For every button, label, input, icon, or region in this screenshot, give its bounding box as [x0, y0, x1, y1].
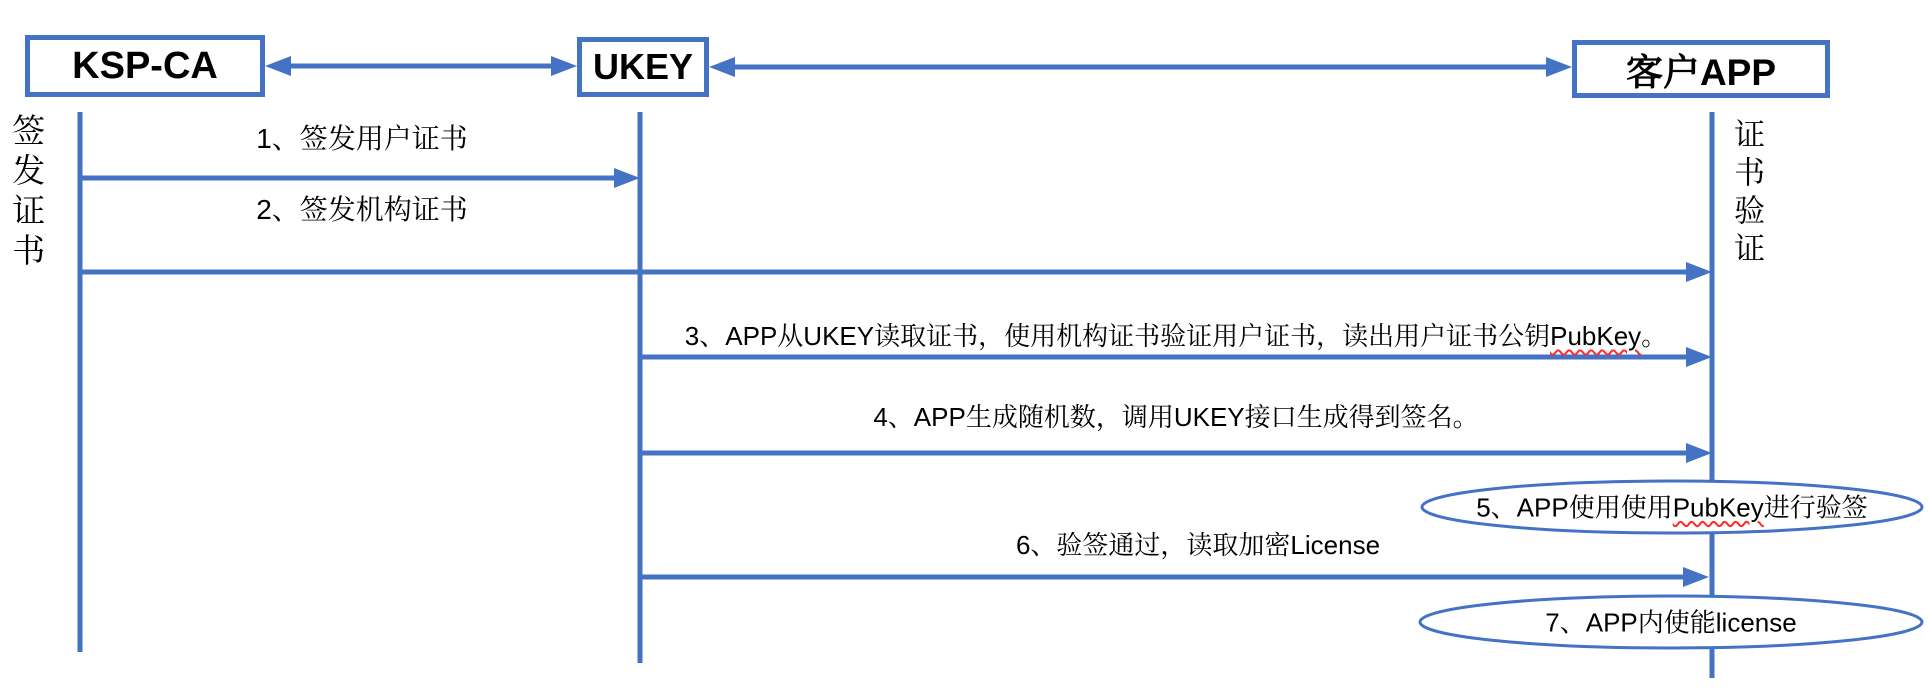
- message-label-6: 6、验签通过，读取加密License: [1015, 530, 1381, 560]
- actor-label-ksp-ca: KSP-CA: [72, 44, 218, 87]
- actor-box-ksp-ca: [25, 35, 265, 97]
- message-label-3-text: 3、APP从UKEY读取证书，使用机构证书验证用户证书，读出用户证书公钥: [684, 321, 1551, 351]
- note-label-5: [1476, 492, 1868, 523]
- message-label-4: 4、APP生成随机数，调用UKEY接口生成得到签名。: [873, 402, 1479, 432]
- message-label-1: 1、签发用户证书: [256, 123, 468, 154]
- message-arrow-1: [80, 168, 640, 188]
- connector-ukey-clientapp: [709, 57, 1572, 77]
- message-arrow-4: [640, 443, 1712, 463]
- note-label-5-text: 5、APP使用使用: [1476, 492, 1673, 523]
- note-label-5-pubkey: PubKey: [1672, 492, 1764, 523]
- message-label-3: [685, 321, 1667, 352]
- actor-label-client-app: 客户APP: [1625, 52, 1777, 93]
- message-arrow-6: [640, 567, 1709, 587]
- message-arrow-2: [80, 262, 1712, 282]
- lane-label-issue-cert: 签发证书: [8, 113, 46, 273]
- note-label-7: 7、APP内使能license: [1545, 607, 1797, 638]
- actor-box-client-app: [1572, 40, 1830, 98]
- message-label-2: 2、签发机构证书: [256, 194, 468, 225]
- message-label-3-period: 。: [1641, 321, 1668, 351]
- message-label-3-pubkey: PubKey: [1550, 321, 1642, 351]
- lane-label-verify-cert: 证书验证: [1729, 118, 1765, 270]
- note-label-5-tail: 进行验签: [1763, 492, 1868, 523]
- actor-box-ukey: [577, 37, 709, 97]
- connector-kspca-ukey: [265, 56, 577, 76]
- actor-label-ukey: UKEY: [592, 46, 694, 87]
